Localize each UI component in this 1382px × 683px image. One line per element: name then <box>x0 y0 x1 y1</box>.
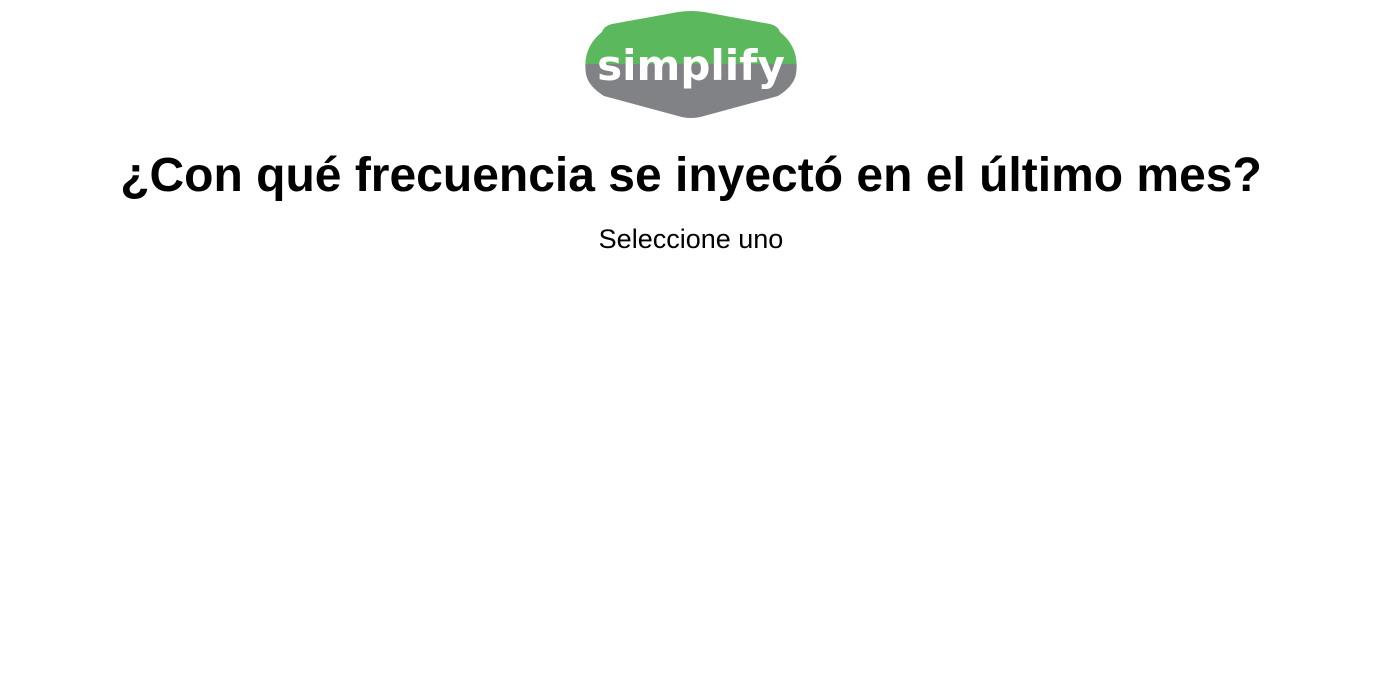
simplify-logo <box>582 10 800 120</box>
select-one-instruction: Seleccione uno <box>598 224 784 254</box>
logo-graphic <box>582 10 800 120</box>
logo-wordmark: simplify <box>597 41 785 90</box>
question-title: ¿Con qué frecuencia se inyectó en el último mes? <box>120 149 1262 202</box>
